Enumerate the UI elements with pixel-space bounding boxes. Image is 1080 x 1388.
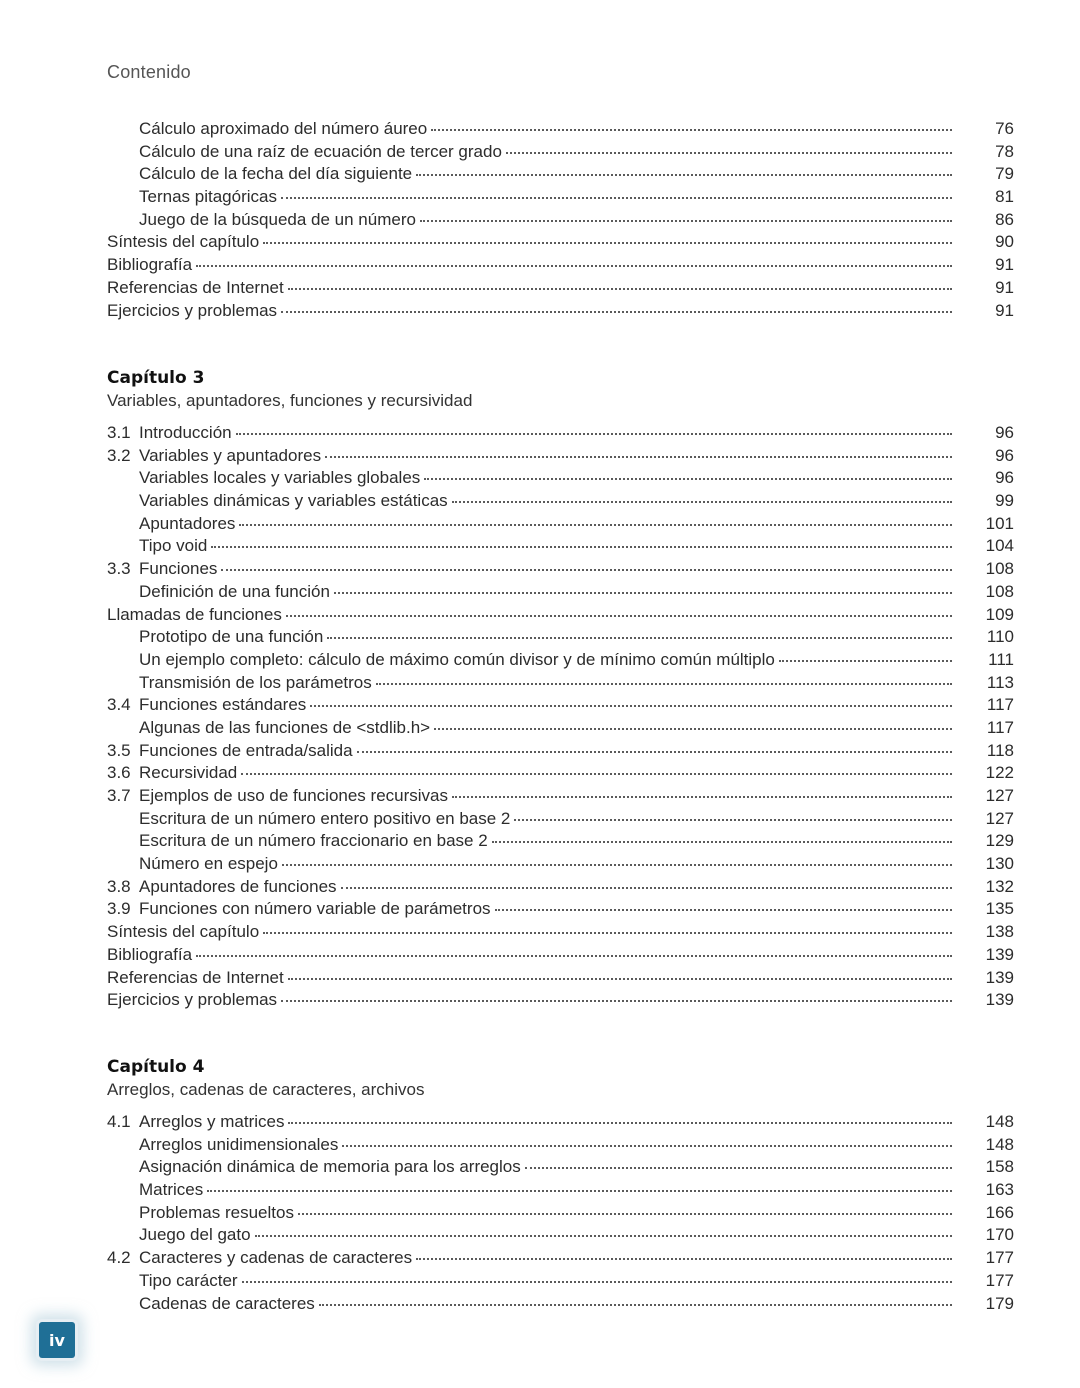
toc-entry bbox=[107, 1111, 1014, 1134]
toc-entry bbox=[107, 672, 1014, 695]
page-number: 76 bbox=[995, 119, 1014, 138]
toc-entry bbox=[107, 209, 1014, 232]
dot-leader bbox=[424, 478, 952, 480]
entry-title: Un ejemplo completo: cálculo de máximo común divisor y de mínimo común múltiplo bbox=[139, 649, 775, 669]
chapter-subtitle: Arreglos, cadenas de caracteres, archivos bbox=[107, 1080, 425, 1099]
page-number: 179 bbox=[985, 1293, 1014, 1313]
dot-leader bbox=[452, 501, 952, 503]
entry-title: Cadenas de caracteres bbox=[139, 1293, 315, 1313]
page-number: 177 bbox=[985, 1270, 1014, 1290]
toc-entry bbox=[107, 830, 1014, 853]
section-number: 3.1 bbox=[107, 423, 131, 442]
page-number: 91 bbox=[995, 255, 1014, 275]
page-number: 99 bbox=[995, 491, 1014, 511]
page-number: 96 bbox=[995, 423, 1014, 442]
dot-leader bbox=[242, 1281, 952, 1283]
page-number: 170 bbox=[985, 1225, 1014, 1245]
entry-title: Síntesis del capítulo bbox=[107, 922, 260, 942]
entry-title: Funciones estándares bbox=[139, 695, 307, 715]
toc-entry bbox=[107, 513, 1014, 536]
toc-entry bbox=[107, 1224, 1014, 1247]
entry-title: Apuntadores de funciones bbox=[139, 876, 337, 896]
entry-title: Recursividad bbox=[139, 763, 238, 783]
section-number: 4.2 bbox=[107, 1248, 131, 1268]
page-number: 177 bbox=[985, 1248, 1014, 1268]
entry-title: Cálculo de una raíz de ecuación de tercer grado bbox=[139, 141, 502, 161]
page-number: 158 bbox=[985, 1157, 1014, 1177]
entry-title: Caracteres y cadenas de caracteres bbox=[139, 1248, 413, 1268]
page-number-badge: iv bbox=[39, 1322, 75, 1358]
toc-entry bbox=[107, 785, 1014, 808]
entry-title: Asignación dinámica de memoria para los arreglos bbox=[139, 1157, 521, 1177]
page-number: 130 bbox=[985, 854, 1014, 874]
section-number: 3.4 bbox=[107, 695, 131, 715]
section-number: 4.1 bbox=[107, 1112, 131, 1131]
section-number: 3.5 bbox=[107, 740, 131, 760]
entry-title: Escritura de un número entero positivo en base 2 bbox=[139, 808, 511, 828]
page-number: 109 bbox=[985, 604, 1014, 624]
dot-leader bbox=[236, 433, 952, 435]
section-number: 3.6 bbox=[107, 763, 131, 783]
dot-leader bbox=[221, 569, 952, 571]
entry-title: Escritura de un número fraccionario en base 2 bbox=[139, 831, 488, 851]
dot-leader bbox=[514, 819, 952, 821]
toc-entry bbox=[107, 1293, 1014, 1316]
page-number: 117 bbox=[986, 695, 1014, 715]
page-number: 122 bbox=[985, 763, 1014, 783]
entry-title: Arreglos y matrices bbox=[139, 1112, 285, 1131]
dot-leader bbox=[327, 637, 952, 639]
dot-leader bbox=[281, 1000, 952, 1002]
page-number: 101 bbox=[985, 513, 1014, 533]
dot-leader bbox=[357, 751, 952, 753]
page-number: 135 bbox=[985, 899, 1014, 919]
toc-entry bbox=[107, 967, 1014, 990]
page-number: 163 bbox=[985, 1180, 1014, 1200]
chapter-3-heading bbox=[107, 367, 472, 413]
entry-title: Funciones de entrada/salida bbox=[139, 740, 353, 760]
entry-title: Tipo void bbox=[139, 536, 208, 556]
page-number: 78 bbox=[995, 141, 1014, 161]
entry-title: Juego de la búsqueda de un número bbox=[139, 209, 416, 229]
entry-title: Ternas pitagóricas bbox=[139, 187, 277, 207]
entry-title: Transmisión de los parámetros bbox=[139, 672, 372, 692]
toc-entry bbox=[107, 558, 1014, 581]
entry-title: Algunas de las funciones de <stdlib.h> bbox=[139, 717, 431, 737]
dot-leader bbox=[334, 592, 952, 594]
toc-entry bbox=[107, 649, 1014, 672]
toc-entry bbox=[107, 876, 1014, 899]
toc-entry bbox=[107, 231, 1014, 254]
entry-title: Síntesis del capítulo bbox=[107, 232, 260, 252]
page-number: 108 bbox=[985, 581, 1014, 601]
dot-leader bbox=[779, 660, 952, 662]
entry-title: Variables dinámicas y variables estáticas bbox=[139, 491, 448, 511]
toc-entry bbox=[107, 422, 1014, 445]
page-number: 96 bbox=[995, 445, 1014, 465]
dot-leader bbox=[286, 615, 952, 617]
page-number: 139 bbox=[985, 990, 1014, 1010]
section-number: 3.2 bbox=[107, 445, 131, 465]
entry-title: Llamadas de funciones bbox=[107, 604, 282, 624]
toc-list-continued bbox=[107, 118, 1014, 322]
toc-entry bbox=[107, 163, 1014, 186]
dot-leader bbox=[420, 220, 952, 222]
dot-leader bbox=[196, 265, 952, 267]
dot-leader bbox=[431, 129, 952, 131]
entry-title: Ejercicios y problemas bbox=[107, 990, 278, 1010]
page-number: 113 bbox=[986, 672, 1014, 692]
toc-entry bbox=[107, 1134, 1014, 1157]
entry-title: Introducción bbox=[139, 423, 232, 442]
page-number: 127 bbox=[985, 786, 1014, 805]
page-number: 79 bbox=[995, 164, 1014, 184]
page-number: 110 bbox=[986, 627, 1014, 647]
toc-entry bbox=[107, 1179, 1014, 1202]
dot-leader bbox=[288, 978, 952, 980]
page-number: 90 bbox=[995, 232, 1014, 252]
entry-title: Cálculo aproximado del número áureo bbox=[139, 119, 428, 138]
dot-leader bbox=[196, 955, 952, 957]
toc-entry bbox=[107, 254, 1014, 277]
entry-title: Referencias de Internet bbox=[107, 967, 284, 987]
dot-leader bbox=[263, 932, 952, 934]
dot-leader bbox=[282, 864, 952, 866]
entry-title: Juego del gato bbox=[139, 1225, 251, 1245]
entry-title: Bibliografía bbox=[107, 944, 193, 964]
entry-title: Funciones con número variable de parámetros bbox=[139, 899, 491, 919]
dot-leader bbox=[506, 152, 952, 154]
page-number: 91 bbox=[995, 300, 1014, 320]
dot-leader bbox=[492, 841, 952, 843]
dot-leader bbox=[434, 728, 952, 730]
entry-title: Variables y apuntadores bbox=[139, 445, 322, 465]
dot-leader bbox=[495, 909, 952, 911]
section-number: 3.9 bbox=[107, 899, 131, 919]
toc-entry bbox=[107, 1270, 1014, 1293]
chapter-label: Capítulo 4 bbox=[107, 1057, 205, 1077]
dot-leader bbox=[281, 197, 952, 199]
page-number: 117 bbox=[986, 717, 1014, 737]
entry-title: Variables locales y variables globales bbox=[139, 468, 421, 488]
page-number: 132 bbox=[985, 876, 1014, 896]
dot-leader bbox=[525, 1167, 952, 1169]
section-number: 3.3 bbox=[107, 559, 131, 579]
dot-leader bbox=[342, 1145, 952, 1147]
toc-entry bbox=[107, 989, 1014, 1012]
chapter-label: Capítulo 3 bbox=[107, 368, 205, 388]
page-number: 139 bbox=[985, 944, 1014, 964]
chapter-subtitle: Variables, apuntadores, funciones y recursividad bbox=[107, 391, 473, 410]
entry-title: Prototipo de una función bbox=[139, 627, 324, 647]
running-head: Contenido bbox=[107, 62, 191, 82]
toc-entry bbox=[107, 186, 1014, 209]
toc-list-chapter-4 bbox=[107, 1111, 1014, 1315]
page-number: 111 bbox=[988, 649, 1014, 669]
toc-entry bbox=[107, 490, 1014, 513]
toc-entry bbox=[107, 921, 1014, 944]
toc-entry bbox=[107, 853, 1014, 876]
entry-title: Cálculo de la fecha del día siguiente bbox=[139, 164, 413, 184]
entry-title: Número en espejo bbox=[139, 854, 278, 874]
chapter-4-heading bbox=[107, 1056, 425, 1102]
dot-leader bbox=[376, 683, 952, 685]
toc-entry bbox=[107, 1156, 1014, 1179]
page-number: 148 bbox=[985, 1112, 1014, 1131]
page-number: 81 bbox=[995, 187, 1014, 207]
toc-entry bbox=[107, 944, 1014, 967]
entry-title: Apuntadores bbox=[139, 513, 236, 533]
page-number: 91 bbox=[995, 277, 1014, 297]
page-number: 139 bbox=[985, 967, 1014, 987]
page-number: 127 bbox=[985, 808, 1014, 828]
dot-leader bbox=[341, 887, 952, 889]
toc-entry bbox=[107, 445, 1014, 468]
page-number: 166 bbox=[985, 1202, 1014, 1222]
page-number: 148 bbox=[985, 1134, 1014, 1154]
page-number: 86 bbox=[995, 209, 1014, 229]
toc-entry bbox=[107, 762, 1014, 785]
section-number: 3.8 bbox=[107, 876, 131, 896]
entry-title: Tipo carácter bbox=[139, 1270, 238, 1290]
dot-leader bbox=[298, 1213, 952, 1215]
toc-entry bbox=[107, 626, 1014, 649]
page-number: 138 bbox=[985, 922, 1014, 942]
dot-leader bbox=[310, 705, 952, 707]
toc-entry bbox=[107, 604, 1014, 627]
entry-title: Bibliografía bbox=[107, 255, 193, 275]
page-number: 129 bbox=[985, 831, 1014, 851]
toc-entry bbox=[107, 1247, 1014, 1270]
toc-entry bbox=[107, 141, 1014, 164]
toc-entry bbox=[107, 300, 1014, 323]
page-number: 96 bbox=[995, 468, 1014, 488]
dot-leader bbox=[241, 773, 952, 775]
section-number: 3.7 bbox=[107, 786, 131, 805]
dot-leader bbox=[288, 1122, 952, 1124]
dot-leader bbox=[207, 1190, 952, 1192]
dot-leader bbox=[281, 311, 952, 313]
entry-title: Definición de una función bbox=[139, 581, 330, 601]
page-number: 118 bbox=[986, 740, 1014, 760]
dot-leader bbox=[211, 546, 952, 548]
entry-title: Arreglos unidimensionales bbox=[139, 1134, 339, 1154]
toc-entry bbox=[107, 277, 1014, 300]
dot-leader bbox=[452, 796, 952, 798]
dot-leader bbox=[325, 456, 952, 458]
toc-list-chapter-3 bbox=[107, 422, 1014, 1012]
entry-title: Ejercicios y problemas bbox=[107, 300, 278, 320]
page-number: 104 bbox=[985, 536, 1014, 556]
toc-entry bbox=[107, 1202, 1014, 1225]
entry-title: Ejemplos de uso de funciones recursivas bbox=[139, 786, 448, 805]
toc-entry bbox=[107, 808, 1014, 831]
dot-leader bbox=[288, 288, 952, 290]
toc-entry bbox=[107, 581, 1014, 604]
toc-entry bbox=[107, 467, 1014, 490]
dot-leader bbox=[416, 1258, 952, 1260]
toc-entry bbox=[107, 535, 1014, 558]
toc-entry bbox=[107, 898, 1014, 921]
page-number: 108 bbox=[985, 559, 1014, 579]
entry-title: Matrices bbox=[139, 1180, 204, 1200]
entry-title: Problemas resueltos bbox=[139, 1202, 294, 1222]
entry-title: Referencias de Internet bbox=[107, 277, 284, 297]
dot-leader bbox=[255, 1235, 952, 1237]
dot-leader bbox=[416, 174, 952, 176]
toc-entry bbox=[107, 740, 1014, 763]
dot-leader bbox=[319, 1304, 952, 1306]
entry-title: Funciones bbox=[139, 559, 218, 579]
toc-entry bbox=[107, 118, 1014, 141]
dot-leader bbox=[239, 524, 952, 526]
dot-leader bbox=[263, 242, 952, 244]
toc-entry bbox=[107, 717, 1014, 740]
toc-entry bbox=[107, 694, 1014, 717]
